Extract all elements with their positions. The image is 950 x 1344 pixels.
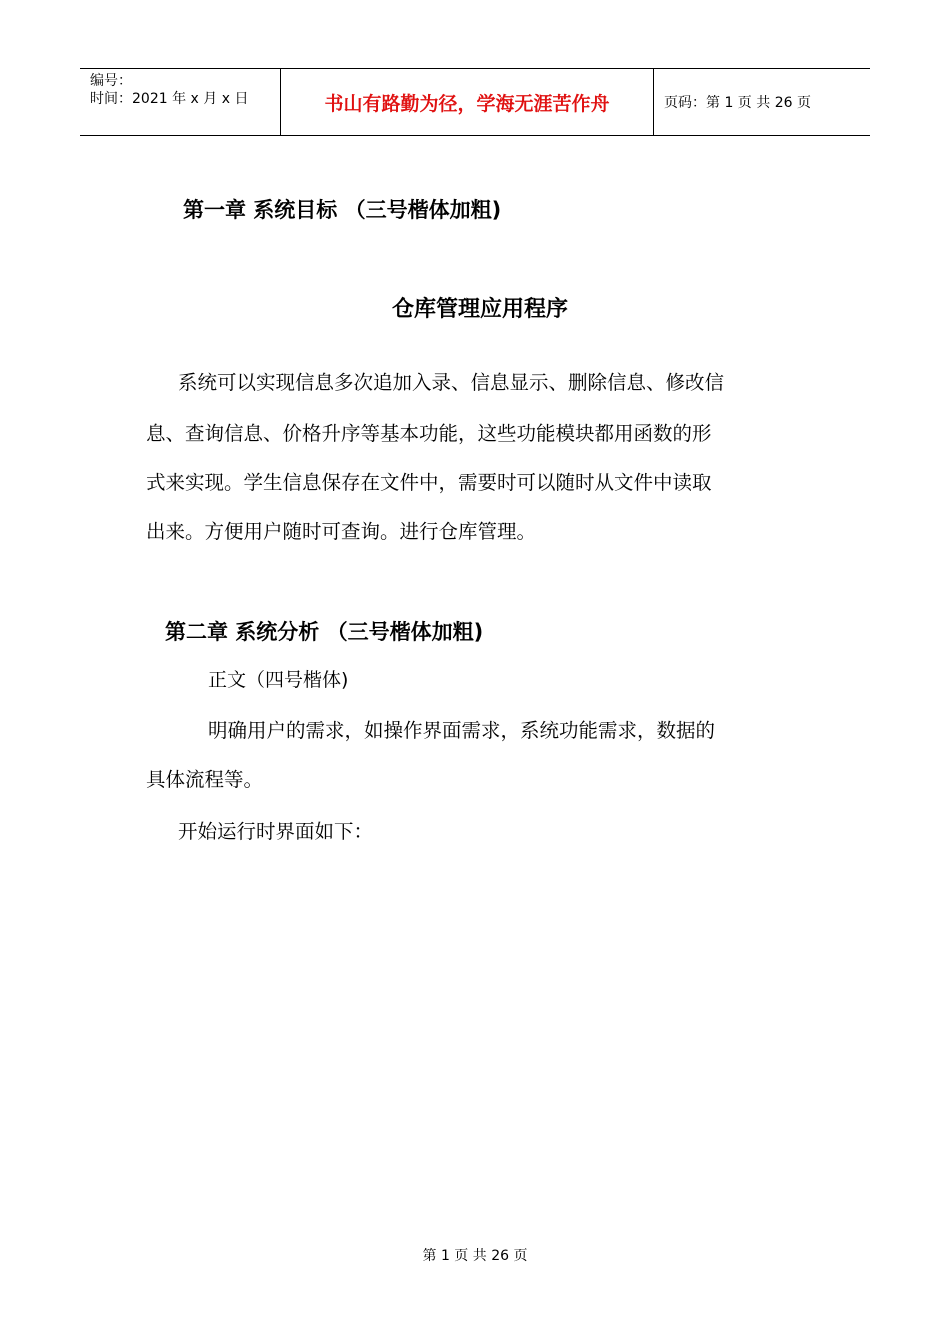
header-page-code: 页码：第 1 页 共 26 页 [664, 95, 811, 111]
body-style-note: 正文（四号楷体) [208, 669, 349, 691]
header-page-cell [654, 69, 870, 135]
document-title: 仓库管理应用程序 [392, 297, 569, 322]
document-header-table [80, 68, 870, 136]
chapter-1-heading: 第一章 系统目标 （三号楷体加粗) [183, 198, 502, 222]
paragraph-line: 式来实现。学生信息保存在文件中，需要时可以随时从文件中读取 [146, 471, 712, 494]
paragraph-line: 出来。方便用户随时可查询。进行仓库管理。 [146, 520, 537, 543]
header-meta-cell [80, 69, 281, 135]
header-motto: 书山有路勤为径，学海无涯苦作舟 [324, 93, 610, 115]
startup-screen-intro: 开始运行时界面如下： [178, 820, 374, 843]
page-footer: 第 1 页 共 26 页 [422, 1248, 528, 1264]
paragraph-line: 息、查询信息、价格升序等基本功能，这些功能模块都用函数的形 [146, 422, 712, 445]
document-number: 编号： [90, 73, 132, 89]
chapter-2-heading: 第二章 系统分析 （三号楷体加粗) [165, 620, 484, 644]
requirement-line: 具体流程等。 [146, 768, 264, 791]
paragraph-line: 系统可以实现信息多次追加入录、信息显示、删除信息、修改信 [178, 371, 725, 394]
document-date: 时间：2021 年 x 月 x 日 [90, 91, 249, 107]
requirement-line: 明确用户的需求，如操作界面需求，系统功能需求，数据的 [208, 719, 716, 742]
header-motto-cell [281, 69, 654, 135]
